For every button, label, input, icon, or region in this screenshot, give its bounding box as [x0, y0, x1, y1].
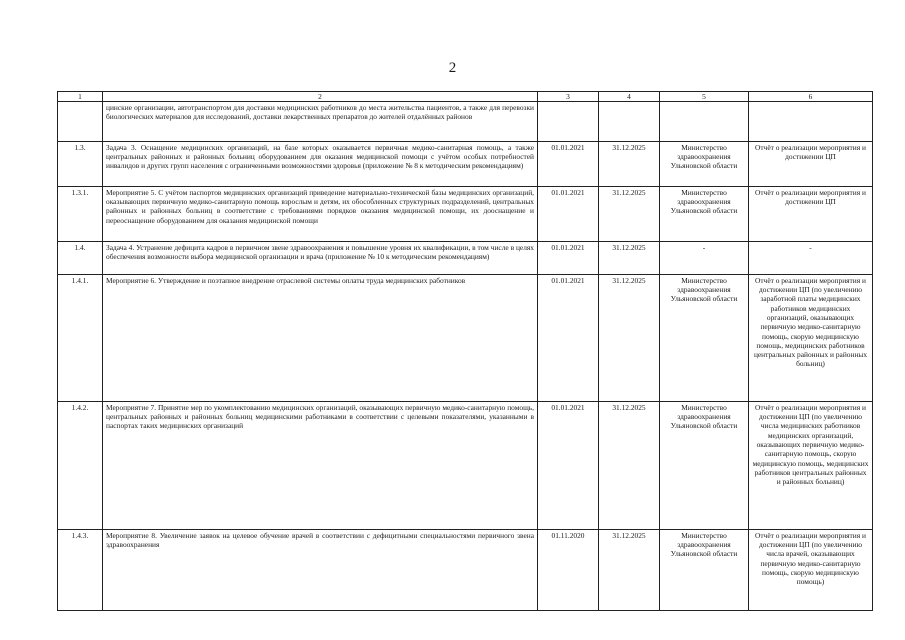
- table-row: [58, 402, 873, 530]
- table-header-row: [58, 92, 873, 102]
- row-result: Отчёт о реализации мероприятия и достижении ЦП (по увеличению заработной платы медицинских работников медицинских организаций, оказывающих первичную медико-санитарную помощь, скорую медицинскую помощь, медицинских работников центральных районных и районных больниц): [749, 275, 873, 402]
- table-row: [58, 187, 873, 242]
- row-number: 1.4.1.: [58, 275, 103, 402]
- row-description: цинские организации, автотранспортом для доставки медицинских работников до места жительства пациентов, а также для перевозки биологических материалов для исследований, доставки лекарственных препаратов до жителей отдалённых районов: [103, 102, 538, 142]
- row-start-date: 01.01.2021: [538, 142, 599, 187]
- row-start-date: [538, 102, 599, 142]
- row-result: Отчёт о реализации мероприятия и достижении ЦП (по увеличению числа медицинских работников медицинских организаций, оказывающих первичную медико-санитарную помощь, скорую медицинскую помощь, медицинских работников центральных районных и районных больниц): [749, 402, 873, 530]
- row-number: 1.3.: [58, 142, 103, 187]
- row-result: Отчёт о реализации мероприятия и достижении ЦП: [749, 142, 873, 187]
- row-start-date: 01.11.2020: [538, 530, 599, 611]
- row-description: Мероприятие 8. Увеличение заявок на целевое обучение врачей в соответствии с дефицитными специальностями первичного звена здравоохранения: [103, 530, 538, 611]
- row-executor: Министерство здравоохранения Ульяновской области: [660, 275, 749, 402]
- table-row: [58, 142, 873, 187]
- row-executor: -: [660, 242, 749, 275]
- row-executor: Министерство здравоохранения Ульяновской области: [660, 187, 749, 242]
- column-header-3: 3: [538, 92, 599, 102]
- row-number: [58, 102, 103, 142]
- column-header-1: 1: [58, 92, 103, 102]
- row-end-date: 31.12.2025: [599, 402, 660, 530]
- row-start-date: 01.01.2021: [538, 187, 599, 242]
- row-description: Мероприятие 5. С учётом паспортов медицинских организаций приведение материально-технической базы медицинских организаций, оказывающих первичную медико-санитарную помощь взрослым и детям, их обособленных структурных подразделений, центральных районных и районных больниц в соответствие с требованиями порядков оказания медицинской помощи, их дооснащение и переоснащение оборудованием для оказания медицинской помощи: [103, 187, 538, 242]
- column-header-5: 5: [660, 92, 749, 102]
- row-number: 1.4.: [58, 242, 103, 275]
- column-header-6: 6: [749, 92, 873, 102]
- row-result: [749, 102, 873, 142]
- table-row: [58, 242, 873, 275]
- row-end-date: 31.12.2025: [599, 530, 660, 611]
- row-end-date: 31.12.2025: [599, 142, 660, 187]
- column-header-4: 4: [599, 92, 660, 102]
- page-number: 2: [448, 60, 457, 76]
- row-start-date: 01.01.2021: [538, 275, 599, 402]
- row-executor: Министерство здравоохранения Ульяновской области: [660, 530, 749, 611]
- row-description: Задача 3. Оснащение медицинских организаций, на базе которых оказывается первичная медико-санитарная помощь, а также центральных районных и районных больниц оборудованием для оказания медицинской помощи с учётом особых потребностей инвалидов и других групп населения с ограниченными возможностями здоровья (приложение № 8 к методическим рекомендациям): [103, 142, 538, 187]
- row-start-date: 01.01.2021: [538, 402, 599, 530]
- row-executor: Министерство здравоохранения Ульяновской области: [660, 142, 749, 187]
- row-start-date: 01.01.2021: [538, 242, 599, 275]
- row-end-date: 31.12.2025: [599, 187, 660, 242]
- row-result: -: [749, 242, 873, 275]
- row-result: Отчёт о реализации мероприятия и достижении ЦП (по увеличению числа врачей, оказывающих первичную медико-санитарную помощь, скорую медицинскую помощь): [749, 530, 873, 611]
- row-end-date: 31.12.2025: [599, 242, 660, 275]
- row-description: Мероприятие 6. Утверждение и поэтапное внедрение отраслевой системы оплаты труда медицинских работников: [103, 275, 538, 402]
- row-executor: [660, 102, 749, 142]
- row-description: Задача 4. Устранение дефицита кадров в первичном звене здравоохранения и повышение уровня их квалификации, в том числе в целях обеспечения возможности выбора медицинской организации и врача (приложение № 10 к методическим рекомендациям): [103, 242, 538, 275]
- row-number: 1.4.3.: [58, 530, 103, 611]
- table-row: [58, 102, 873, 142]
- row-number: 1.3.1.: [58, 187, 103, 242]
- row-end-date: [599, 102, 660, 142]
- table-row: [58, 530, 873, 611]
- row-executor: Министерство здравоохранения Ульяновской области: [660, 402, 749, 530]
- row-description: Мероприятие 7. Принятие мер по укомплектованию медицинских организаций, оказывающих первичную медико-санитарную помощь, центральных районных и районных больниц медицинскими работниками в соответствии с целевыми показателями, указанными в паспортах таких медицинских организаций: [103, 402, 538, 530]
- column-header-2: 2: [103, 92, 538, 102]
- activity-plan-table: [57, 91, 873, 611]
- row-result: Отчёт о реализации мероприятия и достижении ЦП: [749, 187, 873, 242]
- row-end-date: 31.12.2025: [599, 275, 660, 402]
- table-row: [58, 275, 873, 402]
- row-number: 1.4.2.: [58, 402, 103, 530]
